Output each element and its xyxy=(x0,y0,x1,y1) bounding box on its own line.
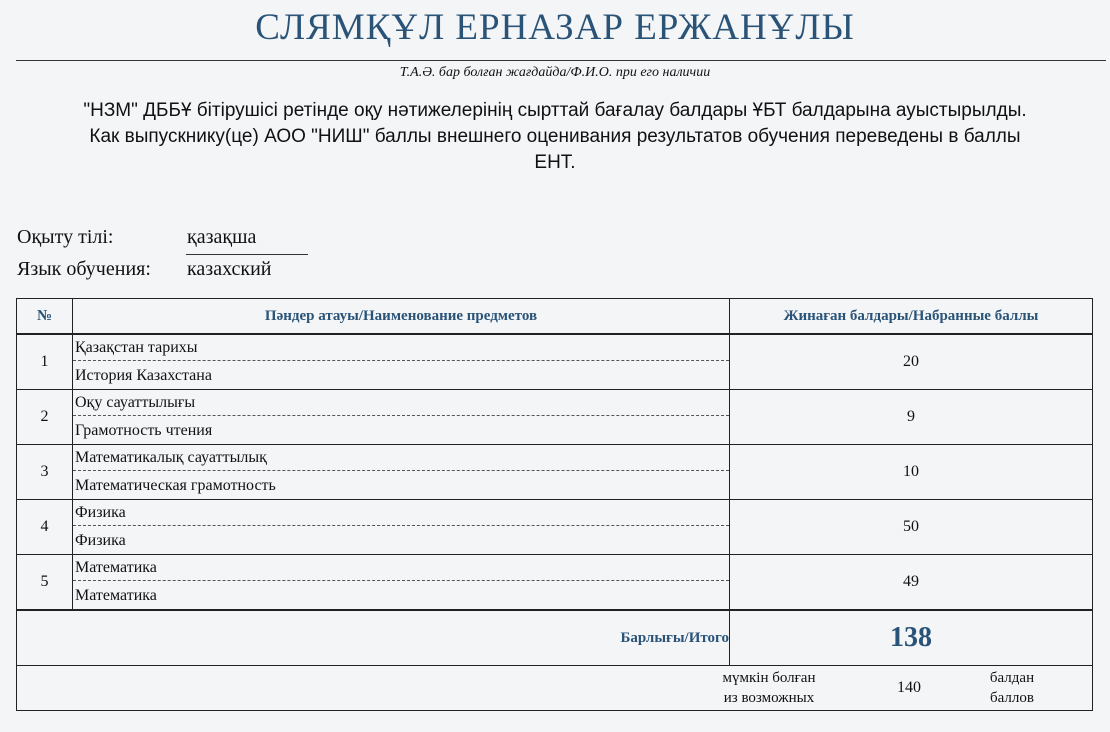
header-num: № xyxy=(17,299,73,335)
row-score: 9 xyxy=(730,390,1093,445)
possible-from-kk: мүмкін болған xyxy=(722,670,816,686)
header-subject: Пәндер атауы/Наименование предметов xyxy=(73,299,730,335)
row-subject xyxy=(73,390,730,445)
language-label-kk: Оқыту тілі: xyxy=(17,226,114,248)
table-header-row xyxy=(17,299,1093,335)
name-caption: Т.А.Ә. бар болған жағдайда/Ф.И.О. при его наличии xyxy=(399,65,711,80)
notice-ru: Как выпускнику(це) АОО "НИШ" баллы внешнего оценивания результатов обучения переведены в баллы ЕНТ. xyxy=(89,126,1021,173)
possible-from-label xyxy=(699,668,839,708)
possible-cell xyxy=(17,666,1093,711)
table-row xyxy=(17,390,1093,445)
possible-unit-ru: баллов xyxy=(990,690,1034,706)
possible-row xyxy=(17,666,1093,711)
subject-name-kk: Математикалық сауаттылық xyxy=(73,445,729,471)
student-full-name: СЛЯМҚҰЛ ЕРНАЗАР ЕРЖАНҰЛЫ xyxy=(255,7,855,48)
row-score: 49 xyxy=(730,555,1093,611)
table-row xyxy=(17,555,1093,611)
header-score: Жинаған балдары/Набранные баллы xyxy=(730,299,1093,335)
row-subject xyxy=(73,555,730,611)
possible-value: 140 xyxy=(897,679,921,696)
row-num: 1 xyxy=(17,334,73,390)
row-num: 4 xyxy=(17,500,73,555)
subject-name-ru: Математика xyxy=(75,587,157,604)
row-subject xyxy=(73,334,730,390)
possible-unit-label xyxy=(977,668,1047,708)
subject-name-ru: Физика xyxy=(75,532,126,549)
row-subject xyxy=(73,445,730,500)
total-label: Барлығы/Итого xyxy=(17,610,730,666)
language-row-kk xyxy=(17,226,256,249)
table-row xyxy=(17,334,1093,390)
conversion-notice xyxy=(70,98,1040,176)
row-score: 10 xyxy=(730,445,1093,500)
name-underline xyxy=(16,60,1106,61)
subject-name-ru: Грамотность чтения xyxy=(75,422,213,439)
table-row xyxy=(17,445,1093,500)
row-num: 5 xyxy=(17,555,73,611)
language-value-kk: қазақша xyxy=(187,226,257,248)
row-num: 2 xyxy=(17,390,73,445)
possible-unit-kk: балдан xyxy=(989,670,1035,686)
subject-name-kk: Оқу сауаттылығы xyxy=(73,390,729,416)
row-score: 20 xyxy=(730,334,1093,390)
total-row xyxy=(17,610,1093,666)
subject-name-kk: Физика xyxy=(73,500,729,526)
language-row-ru xyxy=(17,258,272,281)
row-subject xyxy=(73,500,730,555)
subject-name-kk: Қазақстан тарихы xyxy=(73,335,729,361)
scores-table xyxy=(16,298,1093,711)
subject-name-ru: Математическая грамотность xyxy=(75,477,276,494)
language-value-ru: казахский xyxy=(187,258,272,280)
subject-name-kk: Математика xyxy=(73,555,729,581)
language-label-ru: Язык обучения: xyxy=(17,258,151,280)
row-score: 50 xyxy=(730,500,1093,555)
subject-name-ru: История Казахстана xyxy=(75,367,212,384)
total-value: 138 xyxy=(730,610,1093,666)
possible-from-ru: из возможных xyxy=(723,690,815,706)
row-num: 3 xyxy=(17,445,73,500)
table-row xyxy=(17,500,1093,555)
language-underline xyxy=(186,254,308,255)
notice-kk: "НЗМ" ДББҰ бітірушісі ретінде оқу нәтижелерінің сырттай бағалау балдары ҰБТ балдарына ауыстырылды. xyxy=(83,100,1027,121)
